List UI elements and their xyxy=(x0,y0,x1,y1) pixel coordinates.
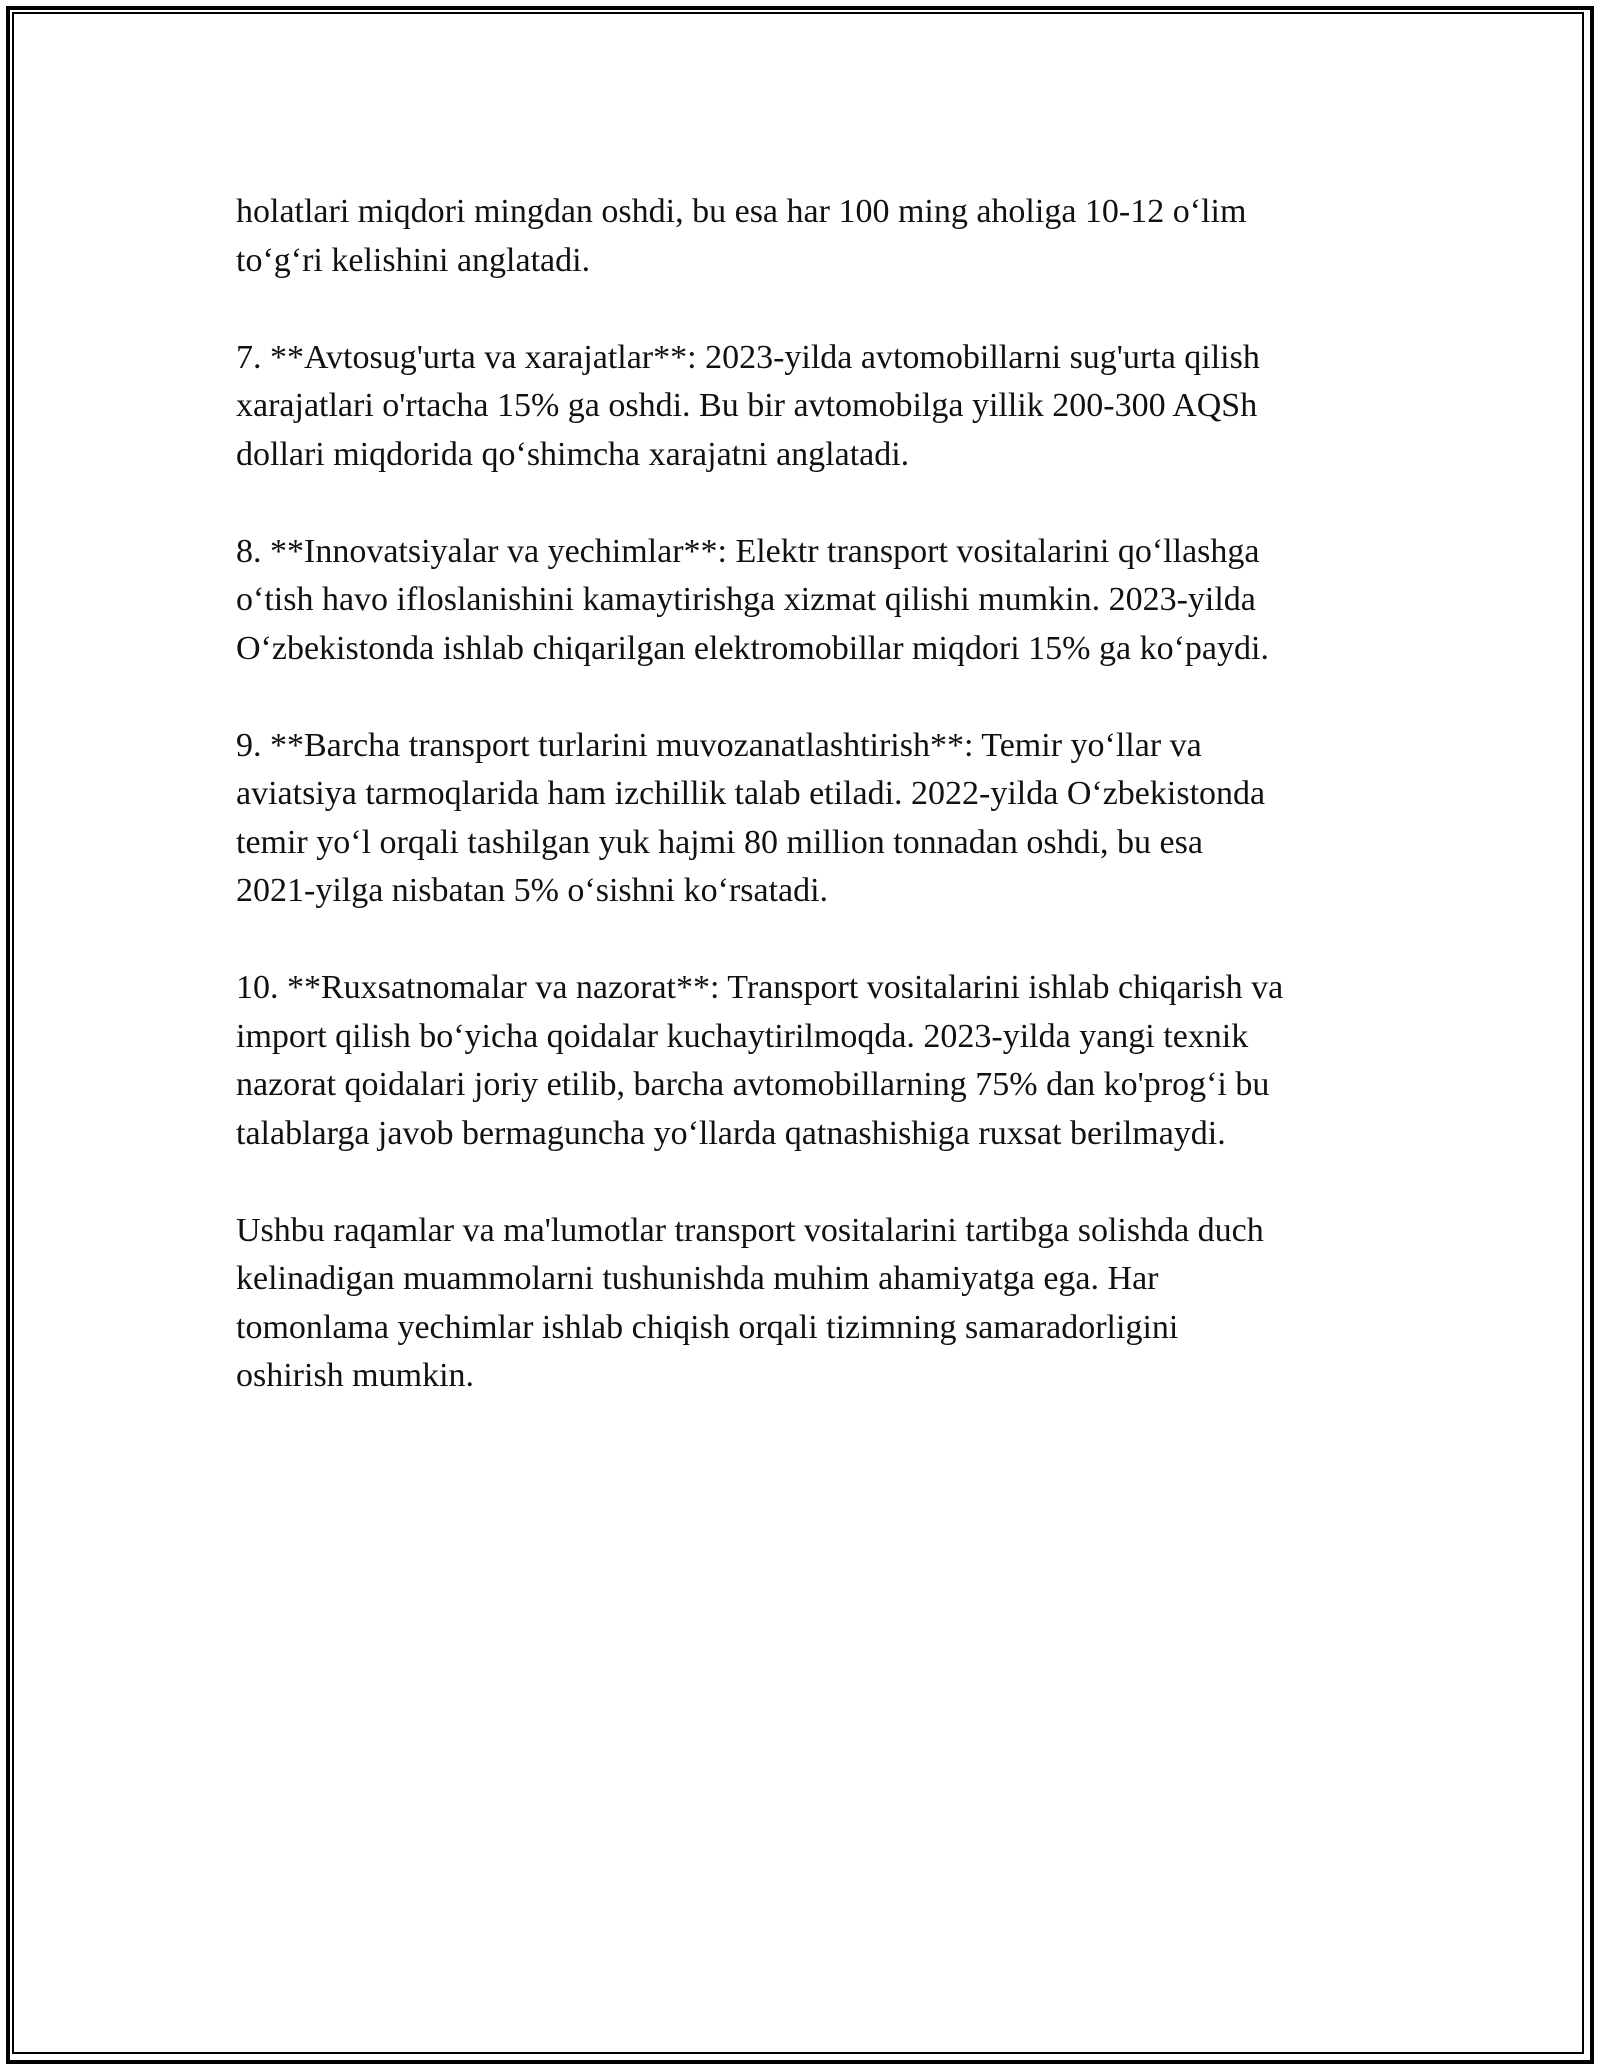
document-body xyxy=(236,188,1386,1449)
paragraph-conclusion: Ushbu raqamlar va ma'lumotlar transport vositalarini tartibga solishda duch kelinadigan muammolarni tushunishda muhim ahamiyatga ega. Har tomonlama yechimlar ishlab chiqish orqali tizimning samaradorligini oshirish mumkin. xyxy=(236,1211,1264,1394)
paragraph-item-7: 7. **Avtosug'urta va xarajatlar**: 2023-yilda avtomobillarni sug'urta qilish xarajatlari o'rtacha 15% ga oshdi. Bu bir avtomobilga yillik 200-300 AQSh dollari miqdorida qo‘shimcha xarajatni anglatadi. xyxy=(236,338,1260,473)
paragraph-item-9: 9. **Barcha transport turlarini muvozanatlashtirish**: Temir yo‘llar va aviatsiya tarmoqlarida ham izchillik talab etiladi. 2022-yilda O‘zbekistonda temir yo‘l orqali tashilgan yuk hajmi 80 million tonnadan oshdi, bu esa 2021-yilga nisbatan 5% o‘sishni ko‘rsatadi. xyxy=(236,726,1266,909)
paragraph-item-10: 10. **Ruxsatnomalar va nazorat**: Transport vositalarini ishlab chiqarish va import qilish bo‘yicha qoidalar kuchaytirilmoqda. 2023-yilda yangi texnik nazorat qoidalari joriy etilib, barcha avtomobillarning 75% dan ko'prog‘i bu talablarga javob bermaguncha yo‘llarda qatnashishiga ruxsat berilmaydi. xyxy=(236,969,1284,1152)
paragraph-continuation: holatlari miqdori mingdan oshdi, bu esa har 100 ming aholiga 10-12 o‘lim to‘g‘ri kelishini anglatadi. xyxy=(236,193,1247,279)
paragraph-item-8: 8. **Innovatsiyalar va yechimlar**: Elektr transport vositalarini qo‘llashga o‘tish havo ifloslanishini kamaytirishga xizmat qilishi mumkin. 2023-yilda O‘zbekistonda ishlab chiqarilgan elektromobillar miqdori 15% ga ko‘paydi. xyxy=(236,532,1269,667)
